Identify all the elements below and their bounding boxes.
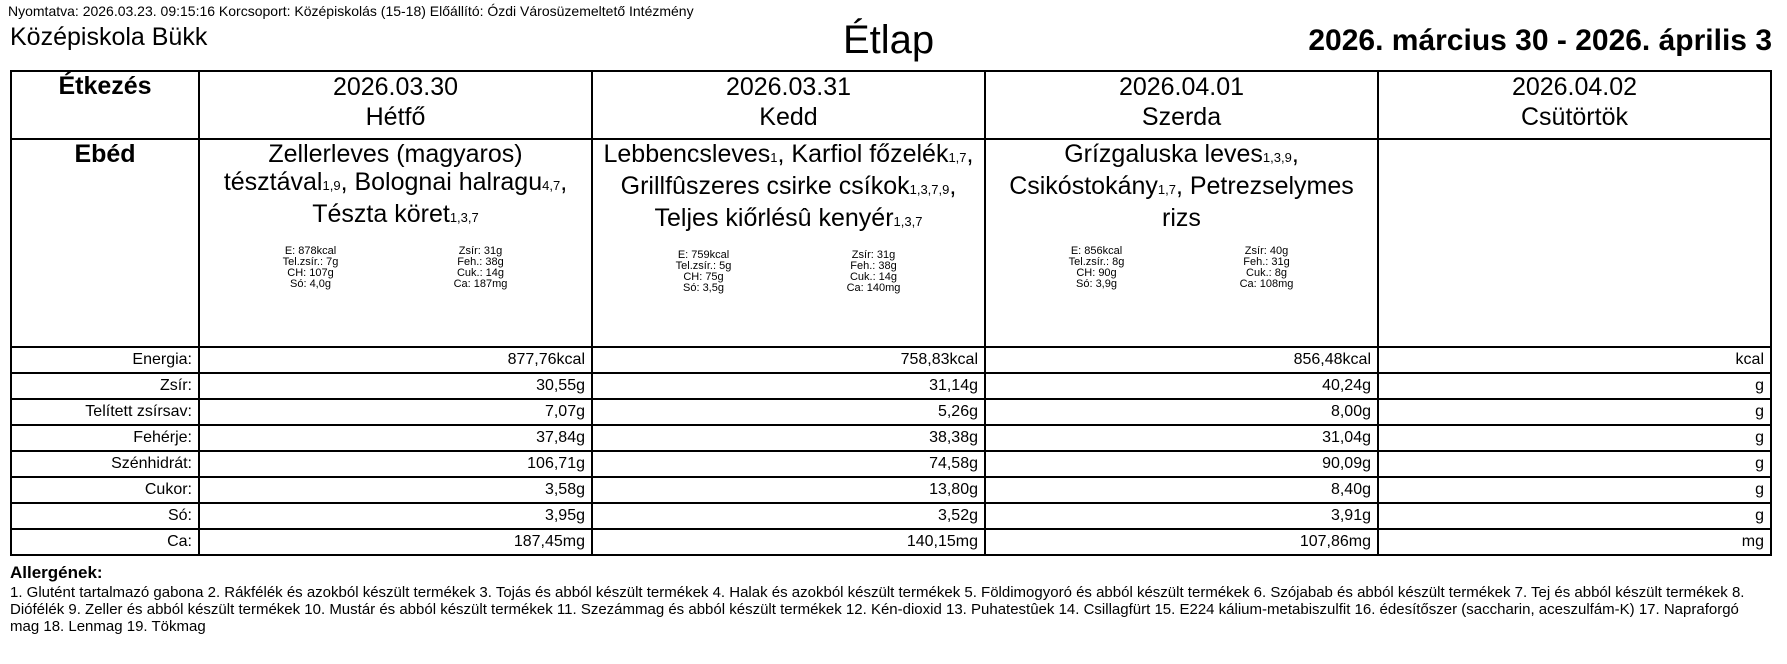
day-date: 2026.04.01 — [1118, 73, 1245, 101]
nutrition-value: Zsír: 40g — [1244, 245, 1289, 257]
nutrient-value: kcal — [1378, 347, 1771, 373]
nutrition-value: Ca: 108mg — [1239, 278, 1294, 290]
nutrition-value: Ca: 140mg — [846, 282, 901, 294]
day-header-row — [11, 71, 1771, 139]
meal-description — [986, 140, 1377, 232]
allergens-list: 1. Glutént tartalmazó gabona 2. Rákfélék és azokból készült termékek 3. Tojás és abból készült termékek 4. Halak és azokból készült termékek 5. Földimogyoró és abból készült termékek 6. Szójabab és abból készült termékek 7. Tej és abból készült termékek 8. Diófélék 9. Zeller és abból készült termékek 10. Mustár és abból készült termékek 11. Szezámmag és abból készült termékek 12. Kén-dioxid 13. Puhatestûek 14. Csillagfürt 15. E224 kálium-metabiszulfit 16. édesítőszer (saccharin, aceszulfám-K) 17. Napraforgó mag 18. Lenmag 19. Tökmag — [10, 584, 1745, 635]
nutrient-value: g — [1378, 399, 1771, 425]
dish-name: , Tészta köret — [312, 168, 568, 228]
nutrition-value: Feh.: 38g — [457, 256, 504, 268]
page-title: Étlap — [843, 18, 935, 62]
nutrition-value: E: 856kcal — [1070, 245, 1123, 257]
day-header-thursday — [1378, 71, 1771, 139]
nutrient-value: g — [1378, 503, 1771, 529]
nutrient-rows — [11, 347, 1771, 555]
meal-cell-monday — [199, 139, 592, 347]
allergen-codes: 1,3,7 — [893, 214, 923, 229]
dish-name: Zellerleves (magyaros) tésztával — [223, 140, 523, 196]
nutrient-value: 38,38g — [592, 425, 985, 451]
nutrient-value: mg — [1378, 529, 1771, 555]
nutrient-value: g — [1378, 451, 1771, 477]
nutrition-value: CH: 107g — [287, 267, 334, 279]
nutrient-value: 37,84g — [199, 425, 592, 451]
nutrition-value: CH: 75g — [683, 271, 724, 283]
nutrition-value: Tel.zsír.: 7g — [282, 256, 339, 268]
nutrition-value: Zsír: 31g — [851, 249, 896, 261]
nutrition-column — [619, 250, 789, 294]
nutrition-column — [1012, 246, 1182, 290]
nutrient-value: 3,52g — [592, 503, 985, 529]
nutrition-column — [396, 246, 566, 290]
day-header-tuesday — [592, 71, 985, 139]
nutrient-label: Energia: — [11, 347, 199, 373]
nutrition-value: Ca: 187mg — [453, 278, 508, 290]
nutrient-value: 30,55g — [199, 373, 592, 399]
nutrition-summary — [986, 246, 1377, 290]
nutrient-label: Zsír: — [11, 373, 199, 399]
day-header-wednesday — [985, 71, 1378, 139]
print-info: Nyomtatva: 2026.03.23. 09:15:16 Korcsoport: Középiskolás (15-18) Előállító: Ózdi Városüzemeltető Intézmény — [8, 3, 694, 19]
nutrient-value: 31,14g — [592, 373, 985, 399]
allergen-codes: 1 — [770, 150, 778, 165]
nutrient-value: g — [1378, 373, 1771, 399]
allergens-heading: Allergének: — [10, 563, 103, 582]
allergen-codes: 1,3,7,9 — [909, 182, 950, 197]
allergen-codes: 4,7 — [542, 178, 561, 193]
nutrient-value: 877,76kcal — [199, 347, 592, 373]
nutrient-value: 7,07g — [199, 399, 592, 425]
nutrient-value: 856,48kcal — [985, 347, 1378, 373]
dish-name: , Grillfûszeres csirke csíkok — [620, 140, 974, 200]
school-name: Középiskola Bükk — [10, 23, 208, 51]
nutrient-value: 3,58g — [199, 477, 592, 503]
nutrition-value: Tel.zsír.: 8g — [1068, 256, 1125, 268]
day-name: Kedd — [759, 103, 818, 131]
nutrition-column — [1182, 246, 1352, 290]
day-name: Hétfő — [365, 103, 426, 131]
meal-cell-thursday — [1378, 139, 1771, 347]
nutrition-value: Só: 4,0g — [290, 278, 331, 290]
day-name: Szerda — [1141, 103, 1222, 131]
nutrient-row — [11, 425, 1771, 451]
nutrient-label: Szénhidrát: — [11, 451, 199, 477]
nutrient-value: g — [1378, 425, 1771, 451]
nutrient-row — [11, 477, 1771, 503]
nutrient-row — [11, 503, 1771, 529]
nutrition-value: E: 878kcal — [284, 245, 337, 257]
nutrient-row — [11, 373, 1771, 399]
nutrient-value: 758,83kcal — [592, 347, 985, 373]
lunch-label: Ebéd — [11, 139, 199, 347]
nutrition-value: Cuk.: 14g — [456, 267, 505, 279]
allergen-codes: 1,7 — [948, 150, 967, 165]
nutrition-value: Feh.: 38g — [850, 260, 897, 272]
nutrient-value: g — [1378, 477, 1771, 503]
dish-name: Lebbencsleves — [603, 140, 771, 168]
dish-name: Grízgaluska leves — [1064, 140, 1263, 168]
dish-name: , Petrezselymes rizs — [1162, 172, 1354, 232]
nutrient-value: 106,71g — [199, 451, 592, 477]
nutrition-value: Tel.zsír.: 5g — [675, 260, 732, 272]
day-date: 2026.04.02 — [1511, 73, 1638, 101]
dish-name: , Csikóstokány — [1009, 140, 1299, 200]
nutrition-value: Só: 3,5g — [683, 282, 724, 294]
allergen-codes: 1,7 — [1157, 182, 1176, 197]
nutrient-label: Telített zsírsav: — [11, 399, 199, 425]
date-range: 2026. március 30 - 2026. április 3 — [1308, 24, 1772, 57]
nutrient-label: Só: — [11, 503, 199, 529]
nutrition-value: Só: 3,9g — [1076, 278, 1117, 290]
nutrient-label: Cukor: — [11, 477, 199, 503]
nutrient-row — [11, 529, 1771, 555]
nutrient-value: 140,15mg — [592, 529, 985, 555]
nutrient-value: 3,91g — [985, 503, 1378, 529]
nutrient-value: 8,00g — [985, 399, 1378, 425]
day-header-monday — [199, 71, 592, 139]
nutrient-value: 3,95g — [199, 503, 592, 529]
nutrition-summary — [593, 250, 984, 294]
dish-name: , Karfiol főzelék — [777, 140, 949, 168]
nutrient-value: 40,24g — [985, 373, 1378, 399]
meal-column-header: Étkezés — [11, 71, 199, 139]
nutrient-label: Fehérje: — [11, 425, 199, 451]
allergen-codes: 1,9 — [322, 178, 341, 193]
lunch-row — [11, 139, 1771, 347]
meal-description — [200, 140, 591, 232]
day-date: 2026.03.31 — [725, 73, 852, 101]
nutrition-value: CH: 90g — [1076, 267, 1117, 279]
nutrition-value: Feh.: 31g — [1243, 256, 1290, 268]
nutrient-value: 187,45mg — [199, 529, 592, 555]
day-date: 2026.03.30 — [332, 73, 459, 101]
nutrition-column — [789, 250, 959, 294]
nutrition-value: Cuk.: 8g — [1246, 267, 1287, 279]
nutrition-value: Cuk.: 14g — [849, 271, 898, 283]
nutrient-row — [11, 399, 1771, 425]
dish-name: , Teljes kiőrlésû kenyér — [654, 172, 957, 232]
nutrient-value: 8,40g — [985, 477, 1378, 503]
nutrient-value: 5,26g — [592, 399, 985, 425]
meal-description — [593, 140, 984, 236]
nutrition-column — [226, 246, 396, 290]
nutrient-value: 90,09g — [985, 451, 1378, 477]
menu-table — [10, 70, 1772, 556]
nutrition-value: Zsír: 31g — [458, 245, 503, 257]
nutrient-value: 13,80g — [592, 477, 985, 503]
meal-cell-wednesday — [985, 139, 1378, 347]
nutrient-value: 31,04g — [985, 425, 1378, 451]
allergen-codes: 1,3,9 — [1262, 150, 1292, 165]
nutrient-row — [11, 451, 1771, 477]
nutrient-row — [11, 347, 1771, 373]
nutrient-value: 107,86mg — [985, 529, 1378, 555]
nutrition-summary — [200, 246, 591, 290]
nutrition-value: E: 759kcal — [677, 249, 730, 261]
dish-name: , Bolognai halragu — [340, 168, 543, 196]
allergen-codes: 1,3,7 — [449, 210, 479, 225]
nutrient-label: Ca: — [11, 529, 199, 555]
meal-cell-tuesday — [592, 139, 985, 347]
day-name: Csütörtök — [1521, 103, 1628, 131]
nutrient-value: 74,58g — [592, 451, 985, 477]
